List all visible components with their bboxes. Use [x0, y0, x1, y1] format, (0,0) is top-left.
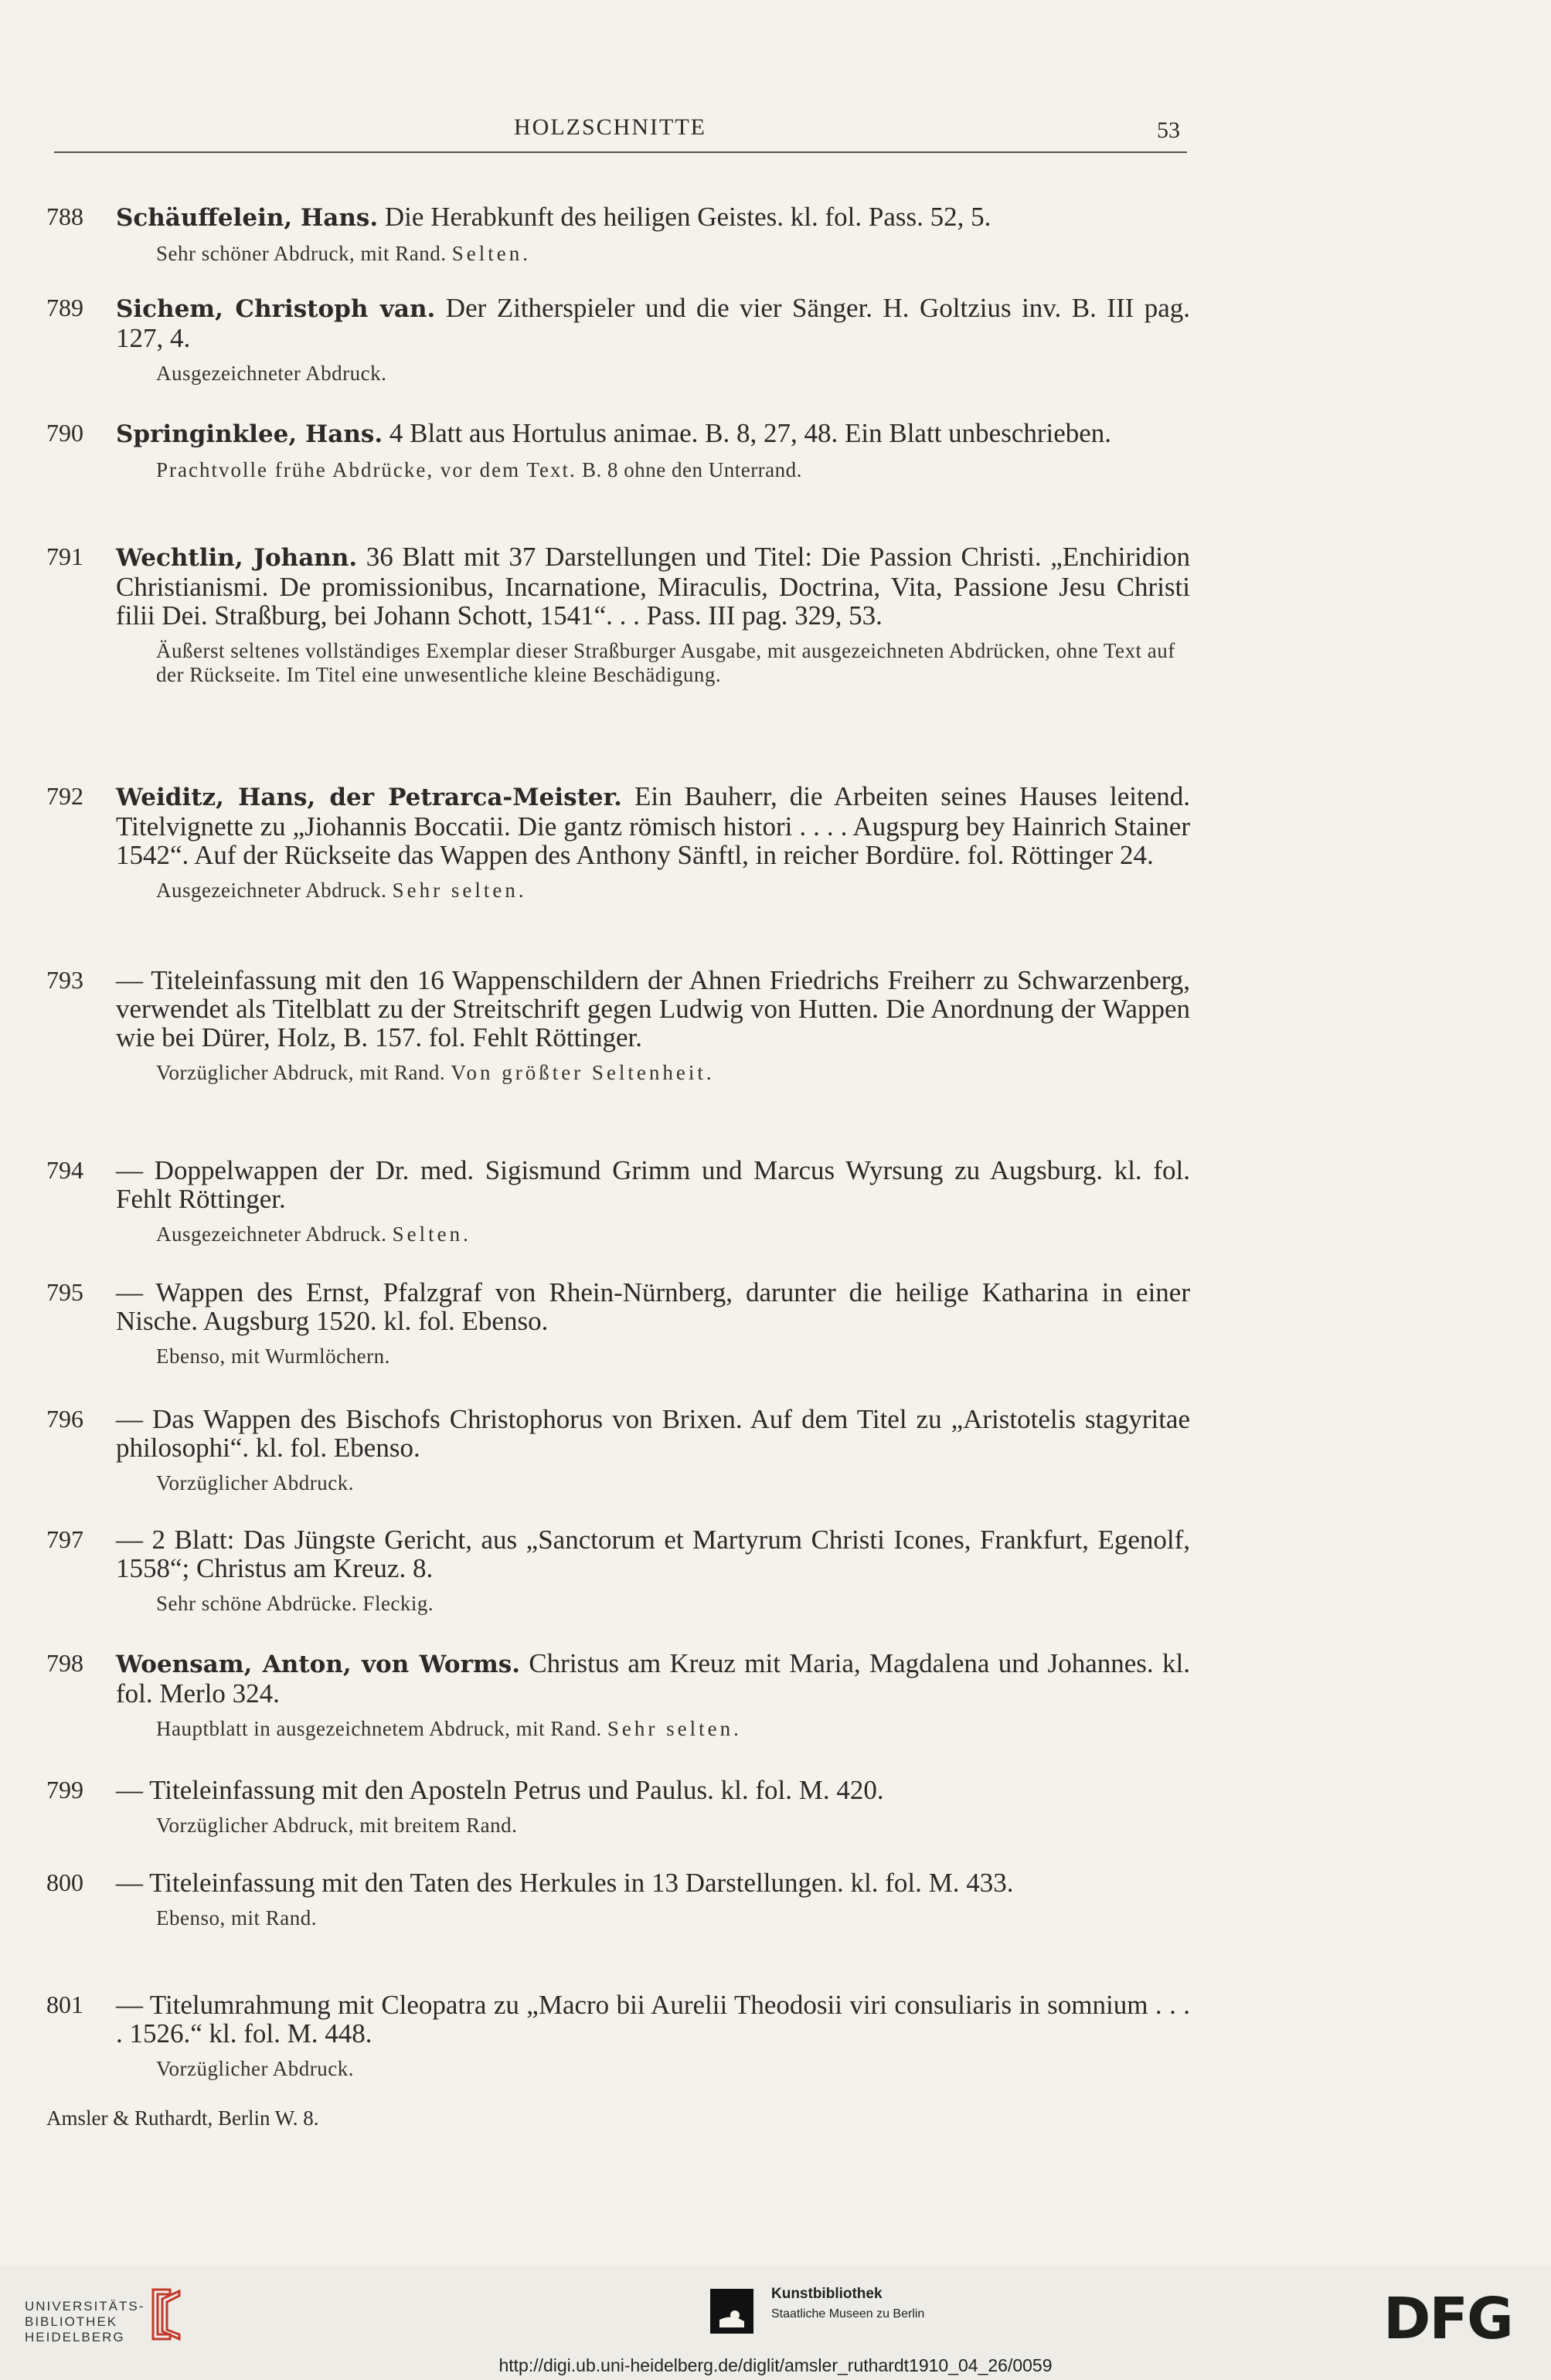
entry-description: — Titeleinfassung mit den Aposteln Petrus und Paulus. kl. fol. M. 420. [116, 1775, 884, 1805]
entry-number: 792 [46, 782, 83, 810]
note-text: Vorzüglicher Abdruck. [156, 2057, 354, 2080]
kunstbibliothek-label [771, 2286, 924, 2321]
university-line-3: HEIDELBERG [25, 2330, 125, 2344]
artist-name: Sichem, Christoph van. [116, 295, 436, 323]
entry-description: 4 Blatt aus Hortulus animae. B. 8, 27, 48. Ein Blatt unbeschrieben. [383, 418, 1112, 448]
entry-description: — Das Wappen des Bischofs Christophorus von Brixen. Auf dem Titel zu „Aristotelis stagyritae philosophi“. kl. fol. Ebenso. [116, 1404, 1190, 1463]
note-text: Ebenso, mit Rand. [156, 1906, 317, 1930]
entry-text [116, 966, 1190, 1052]
entry-number: 788 [46, 202, 83, 230]
entry-text [116, 1776, 1190, 1804]
note-text: Prachtvolle frühe Abdrücke, vor dem Text. [156, 458, 577, 481]
note-text: Ausgezeichneter Abdruck. [156, 879, 387, 902]
header-divider [54, 151, 1187, 153]
entry-description: — Wappen des Ernst, Pfalzgraf von Rhein-Nürnberg, darunter die heilige Katharina in einer Nische. Augsburg 1520. kl. fol. Ebenso. [116, 1277, 1190, 1336]
entry-note [156, 1592, 1190, 1616]
entry-number: 797 [46, 1525, 83, 1553]
kunstbibliothek-logo-icon[interactable] [709, 2287, 755, 2335]
entry-note [156, 458, 1190, 482]
entry-note [156, 1345, 1190, 1368]
entry-note [156, 2057, 1190, 2081]
note-emphasis: Selten. [392, 1222, 471, 1246]
entry-note [156, 1061, 1190, 1085]
entry-text [116, 1868, 1190, 1897]
entry-note [156, 242, 1190, 266]
entry-number: 795 [46, 1278, 83, 1306]
note-emphasis: Selten. [451, 242, 531, 265]
university-line-1: UNIVERSITÄTS- [25, 2299, 145, 2314]
catalog-entry-792 [46, 782, 1190, 903]
dfg-logo[interactable]: DFG [1383, 2286, 1512, 2352]
kb-subtitle: Staatliche Museen zu Berlin [771, 2307, 925, 2320]
entry-description: Ein Bauherr, die Arbeiten seines Hauses leitend. Titelvignette zu „Jiohannis Boccatii. Die gantz römisch histori . . . . Augspurg bey Hainrich Stainer 1542“. Auf der Rückseite das Wappen des Anthony Sänftl, in reicher Bordüre. fol. Röttinger 24. [116, 781, 1190, 870]
catalog-entry-790 [46, 419, 1190, 482]
entry-description: — Titelumrahmung mit Cleopatra zu „Macro bii Aurelii Theodosii viri consuliaris in somnium . . . . 1526.“ kl. fol. M. 448. [116, 1990, 1190, 2048]
entry-number: 789 [46, 294, 83, 321]
entry-number: 799 [46, 1776, 83, 1804]
note-text: Sehr schöner Abdruck, mit Rand. [156, 242, 447, 265]
entry-note [156, 1471, 1190, 1495]
note-text: Ausgezeichneter Abdruck. [156, 362, 387, 385]
entry-text [116, 782, 1190, 869]
note-emphasis: Sehr selten. [392, 879, 527, 902]
catalog-entry-800 [46, 1868, 1190, 1930]
catalog-entry-797 [46, 1525, 1190, 1616]
note-text: Ebenso, mit Wurmlöchern. [156, 1345, 390, 1368]
catalog-entry-801 [46, 1991, 1190, 2081]
university-library-label [25, 2299, 145, 2345]
note-text: Vorzüglicher Abdruck, mit Rand. [156, 1061, 446, 1084]
artist-name: Weiditz, Hans, der Petrarca-Meister. [116, 784, 622, 811]
note-text: Ausgezeichneter Abdruck. [156, 1222, 387, 1246]
entry-text [116, 1156, 1190, 1213]
entry-description: Der Zitherspieler und die vier Sänger. H. Goltzius inv. B. III pag. 127, 4. [116, 293, 1190, 353]
note-emphasis: Von größter Seltenheit. [451, 1061, 715, 1084]
entry-note [156, 879, 1190, 903]
entry-number: 794 [46, 1156, 83, 1184]
entry-note [156, 639, 1190, 687]
entry-text [116, 1991, 1190, 2048]
entry-number: 790 [46, 419, 83, 447]
entry-description: — Doppelwappen der Dr. med. Sigismund Grimm und Marcus Wyrsung zu Augsburg. kl. fol. Fehlt Röttinger. [116, 1155, 1190, 1214]
catalog-entry-793 [46, 966, 1190, 1085]
entry-number: 796 [46, 1405, 83, 1433]
artist-name: Woensam, Anton, von Worms. [116, 1651, 520, 1678]
note-text: Vorzüglicher Abdruck. [156, 1471, 354, 1494]
artist-name: Springinklee, Hans. [116, 420, 383, 448]
artist-name: Wechtlin, Johann. [116, 544, 358, 572]
running-header-title: HOLZSCHNITTE [514, 114, 706, 140]
entry-note [156, 362, 1190, 386]
note-text: Äußerst seltenes vollständiges Exemplar dieser Straßburger Ausgabe, mit ausgezeichneten Abdrücken, ohne Text auf der Rückseite. Im Titel eine unwesentliche kleine Beschädigung. [156, 639, 1175, 686]
entry-number: 793 [46, 966, 83, 994]
catalog-entry-789 [46, 294, 1190, 386]
note-text: Hauptblatt in ausgezeichnetem Abdruck, mit Rand. [156, 1717, 602, 1740]
entry-note [156, 1222, 1190, 1246]
publisher-imprint: Amsler & Ruthardt, Berlin W. 8. [46, 2106, 319, 2130]
note-emphasis: Sehr selten. [607, 1717, 742, 1740]
page-number: 53 [1157, 117, 1180, 143]
entry-text [116, 1405, 1190, 1462]
catalog-entry-795 [46, 1278, 1190, 1368]
artist-name: Schäuffelein, Hans. [116, 204, 379, 232]
entry-text [116, 202, 1190, 233]
entry-text [116, 542, 1190, 630]
entry-number: 791 [46, 542, 83, 570]
university-line-2: BIBLIOTHEK [25, 2314, 118, 2329]
entry-description: — Titeleinfassung mit den Taten des Herkules in 13 Darstellungen. kl. fol. M. 433. [116, 1868, 1014, 1898]
entry-description: — Titeleinfassung mit den 16 Wappenschildern der Ahnen Friedrichs Freiherr zu Schwarzenberg, verwendet als Titelblatt zu der Streitschrift gegen Ludwig von Hutten. Die Anordnung der Wappen wie bei Dürer, Holz, B. 157. fol. Fehlt Röttinger. [116, 965, 1190, 1052]
entry-text [116, 1278, 1190, 1335]
entry-note [156, 1906, 1190, 1930]
kb-title: Kunstbibliothek [771, 2286, 883, 2302]
entry-text [116, 1649, 1190, 1708]
entry-description: — 2 Blatt: Das Jüngste Gericht, aus „Sanctorum et Martyrum Christi Icones, Frankfurt, Egenolf, 1558“; Christus am Kreuz. 8. [116, 1525, 1190, 1583]
note-emphasis: B. 8 ohne den Unterrand. [581, 458, 802, 481]
catalog-entry-794 [46, 1156, 1190, 1246]
catalog-entry-788 [46, 202, 1190, 266]
entry-note [156, 1814, 1190, 1838]
entry-number: 801 [46, 1991, 83, 2018]
note-text: Sehr schöne Abdrücke. Fleckig. [156, 1592, 434, 1615]
catalog-entry-791 [46, 542, 1190, 687]
note-text: Vorzüglicher Abdruck, mit breitem Rand. [156, 1814, 518, 1837]
entry-note [156, 1717, 1190, 1741]
entry-number: 800 [46, 1868, 83, 1896]
entry-description: Christus am Kreuz mit Maria, Magdalena und Johannes. kl. fol. Merlo 324. [116, 1648, 1190, 1708]
entry-number: 798 [46, 1649, 83, 1677]
entry-text [116, 419, 1190, 449]
entry-text [116, 294, 1190, 352]
catalog-entry-798 [46, 1649, 1190, 1741]
permalink-url[interactable]: http://digi.ub.uni-heidelberg.de/diglit/amsler_ruthardt1910_04_26/0059 [498, 2355, 1053, 2375]
entry-description: Die Herabkunft des heiligen Geistes. kl. fol. Pass. 52, 5. [378, 202, 991, 232]
catalog-entry-796 [46, 1405, 1190, 1495]
entry-description: 36 Blatt mit 37 Darstellungen und Titel: Die Passion Christi. „Enchiridion Christianismi. De promissionibus, Incarnatione, Miraculis, Doctrina, Vita, Passione Jesu Christi filii Dei. Straßburg, bei Johann Schott, 1541“. . . Pass. III pag. 329, 53. [116, 542, 1190, 631]
entry-text [116, 1525, 1190, 1583]
catalog-entry-799 [46, 1776, 1190, 1838]
university-logo-icon[interactable] [139, 2283, 185, 2345]
